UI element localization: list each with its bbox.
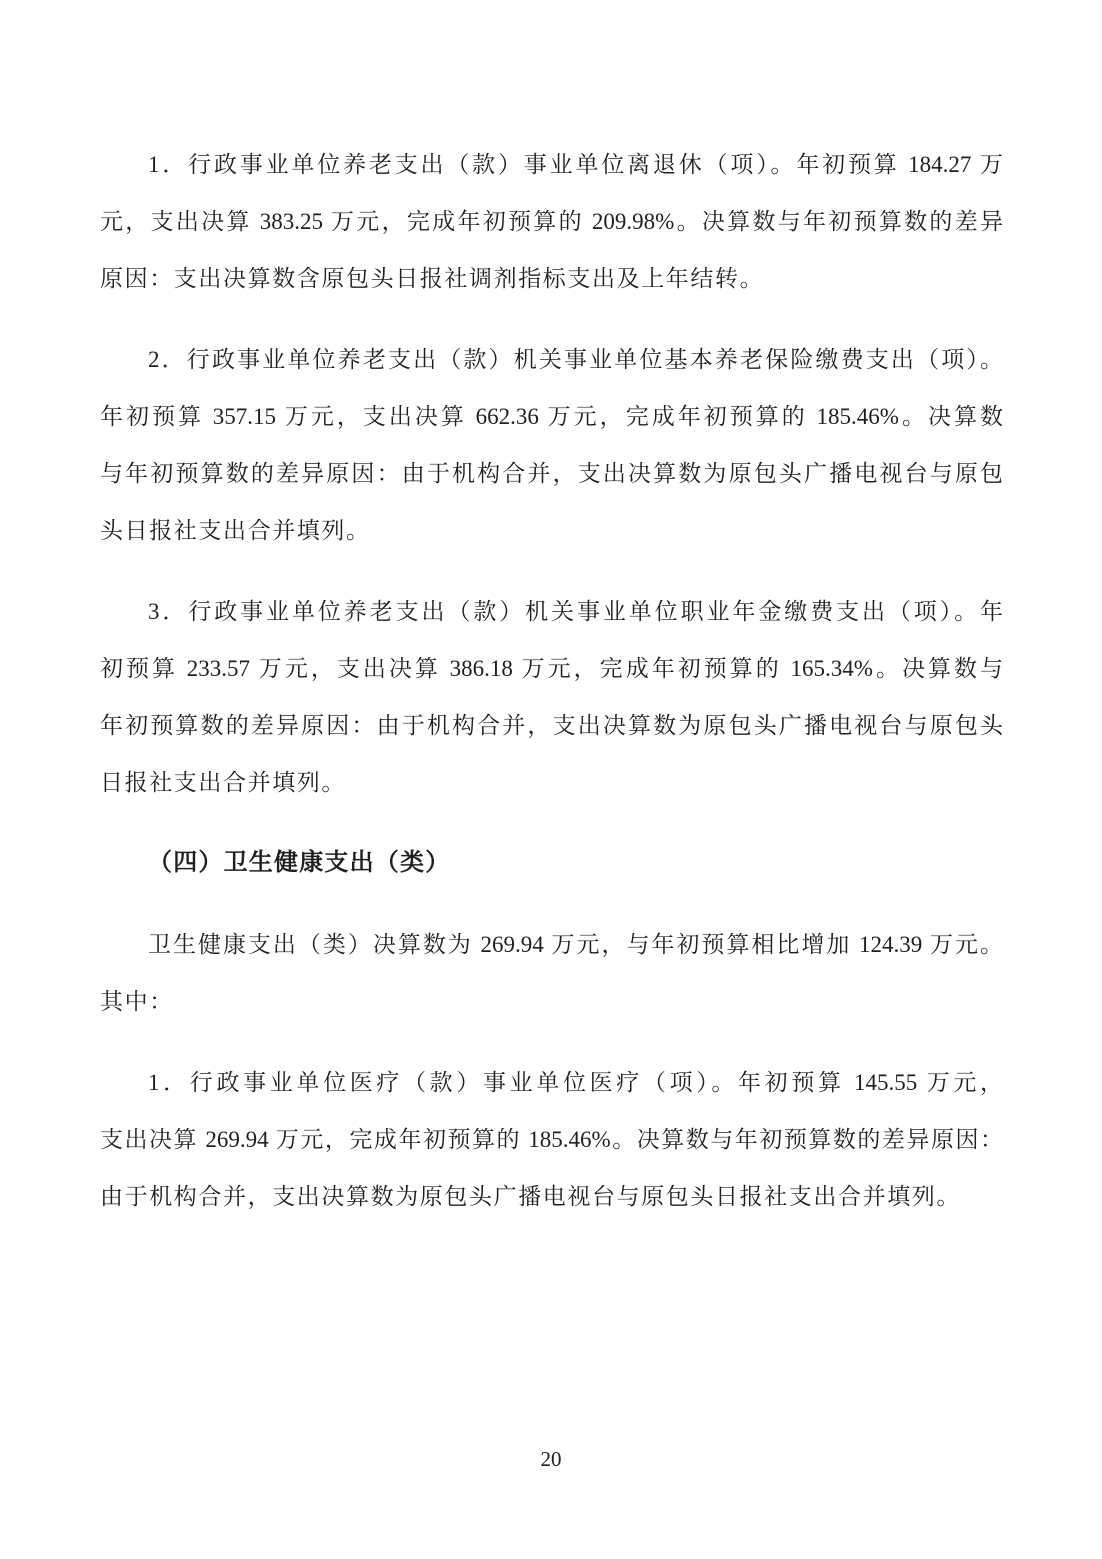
section-heading-health-expenditure: （四）卫生健康支出（类） <box>148 850 451 876</box>
paragraph-pension-basic-insurance <box>100 331 1003 559</box>
paragraph-pension-annuity <box>100 583 1003 811</box>
text-line: 支出决算 269.94 万元，完成年初预算的 185.46%。决算数与年初预算数的差异原因： <box>100 1127 1003 1152</box>
text-line: 日报社支出合并填列。 <box>100 770 346 795</box>
text-line: 由于机构合并，支出决算数为原包头广播电视台与原包头日报社支出合并填列。 <box>100 1184 961 1209</box>
text-line: 2．行政事业单位养老支出（款）机关事业单位基本养老保险缴费支出（项）。 <box>148 347 1003 372</box>
paragraph-pension-retirees <box>100 136 1003 307</box>
document-body <box>100 136 1003 1249</box>
paragraph-health-summary <box>100 916 1003 1030</box>
text-line: 元，支出决算 383.25 万元，完成年初预算的 209.98%。决算数与年初预算数的差异 <box>100 209 1003 234</box>
text-line: 与年初预算数的差异原因：由于机构合并，支出决算数为原包头广播电视台与原包 <box>100 461 1003 486</box>
page-number: 20 <box>540 1447 562 1471</box>
text-line: 3．行政事业单位养老支出（款）机关事业单位职业年金缴费支出（项）。年 <box>148 599 1003 624</box>
text-line: 卫生健康支出（类）决算数为 269.94 万元，与年初预算相比增加 124.39 万元。 <box>148 932 1003 957</box>
text-line: 1．行政事业单位医疗（款）事业单位医疗（项）。年初预算 145.55 万元， <box>148 1070 1003 1095</box>
text-line: 年初预算 357.15 万元，支出决算 662.36 万元，完成年初预算的 185.46%。决算数 <box>100 404 1003 429</box>
text-line: 1．行政事业单位养老支出（款）事业单位离退休（项）。年初预算 184.27 万 <box>148 152 1003 177</box>
text-line: 其中： <box>100 989 174 1014</box>
text-line: 初预算 233.57 万元，支出决算 386.18 万元，完成年初预算的 165.34%。决算数与 <box>100 656 1003 681</box>
paragraph-medical-expenditure <box>100 1054 1003 1225</box>
text-line: 年初预算数的差异原因：由于机构合并，支出决算数为原包头广播电视台与原包头 <box>100 713 1003 738</box>
text-line: 原因：支出决算数含原包头日报社调剂指标支出及上年结转。 <box>100 266 765 291</box>
text-line: 头日报社支出合并填列。 <box>100 518 371 543</box>
